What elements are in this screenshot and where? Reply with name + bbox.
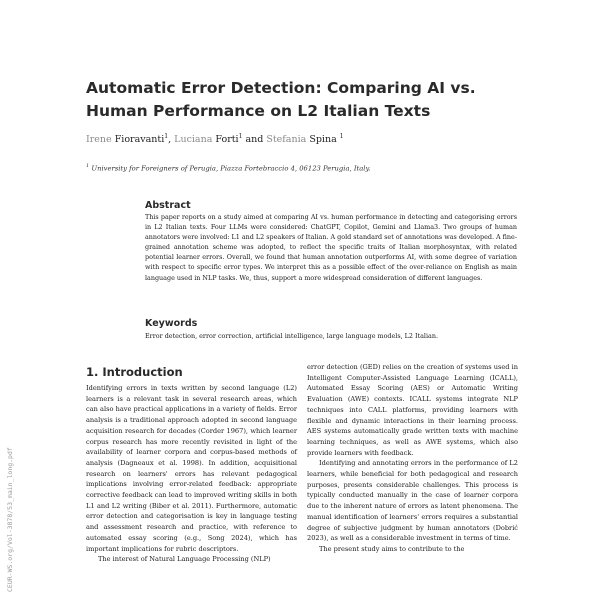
- sidebar-url-text: CEUR-WS.org/Vol-3878/53_main_long.pdf: [6, 447, 14, 592]
- author-last-name: Fioravanti: [114, 134, 165, 146]
- author-separator: and: [242, 134, 267, 146]
- affiliation-mark: 1: [86, 163, 90, 169]
- paragraph: The present study aims to contribute to the: [319, 544, 465, 553]
- sidebar-url: [4, 330, 14, 595]
- keywords-heading: Keywords: [145, 318, 198, 329]
- body-column-left: [86, 383, 297, 565]
- affiliation: [86, 163, 371, 172]
- keywords-text: Error detection, error correction, artificial intelligence, large language models, L2 Italian.: [145, 332, 438, 340]
- abstract-heading: Abstract: [145, 200, 191, 211]
- body-column-right: [307, 362, 518, 555]
- author-first-name: Irene: [86, 134, 112, 146]
- paragraph: The interest of Natural Language Processing (NLP): [98, 555, 271, 564]
- paragraph: Identifying errors in texts written by second language (L2) learners is a relevant task in several research areas, which can also have practical applications in a variety of fields. Error analysis is a traditional approach adopted in second language acquisition research for decades (Corder 1967), which learner corpus research has more recently revisited in light of the availability of learner corpora and corpus-based methods of analysis (Dagneaux et al. 1998). In addition, acquisitional research on learners' errors has relevant pedagogical implications involving error-related feedback: appropriate corrective feedback can lead to improved writing skills in both L1 and L2 writing (Biber et al. 2011). Furthermore, automatic error detection and categorisation is key in language testing and assessment research and practice, with reference to automated essay scoring (e.g., Song 2024), which has important implications for rubric descriptors.: [86, 384, 297, 553]
- author-list: [86, 133, 344, 145]
- author-3: [266, 134, 343, 145]
- paragraph: Identifying and annotating errors in the performance of L2 learners, while beneficial for both pedagogical and research purposes, presents considerable challenges. This process is typically conducted manually in the case of learner corpora due to the inherent nature of errors as latent phenomena. The manual identification of learners' errors requires a substantial degree of subjective judgment by human annotators (Dobrić 2023), as well as a considerable investment in terms of time.: [307, 459, 518, 543]
- author-last-name: Forti: [215, 134, 239, 146]
- author-first-name: Luciana: [174, 134, 213, 146]
- author-first-name: Stefania: [266, 134, 307, 146]
- affiliation-mark: 1: [339, 133, 344, 140]
- affiliation-text: University for Foreigners of Perugia, Piazza Fortebraccio 4, 06123 Perugia, Italy.: [91, 164, 371, 173]
- author-separator: ,: [168, 134, 175, 146]
- author-last-name: Spina: [309, 134, 337, 146]
- paragraph: error detection (GED) relies on the creation of systems used in Intelligent Computer-Assisted Language Learning (ICALL), Automated Essay Scoring (AES) or Automatic Writing Evaluation (AWE) contexts. ICALL systems integrate NLP techniques into CALL platforms, providing learners with flexible and dynamic interactions in their learning process. AES systems automatically grade written texts with machine learning techniques, as well as AWE systems, which also provide learners with feedback.: [307, 363, 518, 457]
- author-1: [86, 134, 168, 145]
- affiliation-mark: 1: [164, 133, 169, 140]
- introduction-heading: 1. Introduction: [86, 365, 183, 379]
- affiliation-mark: 1: [238, 133, 243, 140]
- author-2: [174, 134, 242, 145]
- abstract-text: This paper reports on a study aimed at comparing AI vs. human performance in detecting and categorising errors in L2 Italian texts. Four LLMs were considered: ChatGPT, Copilot, Gemini and Llama3. Two groups of human annotators were involved: L1 and L2 speakers of Italian. A gold standard set of annotations was developed. A fine-grained annotation scheme was adopted, to reflect the specific traits of Italian morphosyntax, with related potential learner errors. Overall, we found that human annotation outperforms AI, with some degree of variation with respect to specific error types. We interpret this as a possible effect of the over-reliance on English as main language used in NLP tasks. We, thus, support a more widespread consideration of different languages.: [145, 213, 517, 282]
- paper-title: Automatic Error Detection: Comparing AI vs. Human Performance on L2 Italian Texts: [86, 79, 476, 120]
